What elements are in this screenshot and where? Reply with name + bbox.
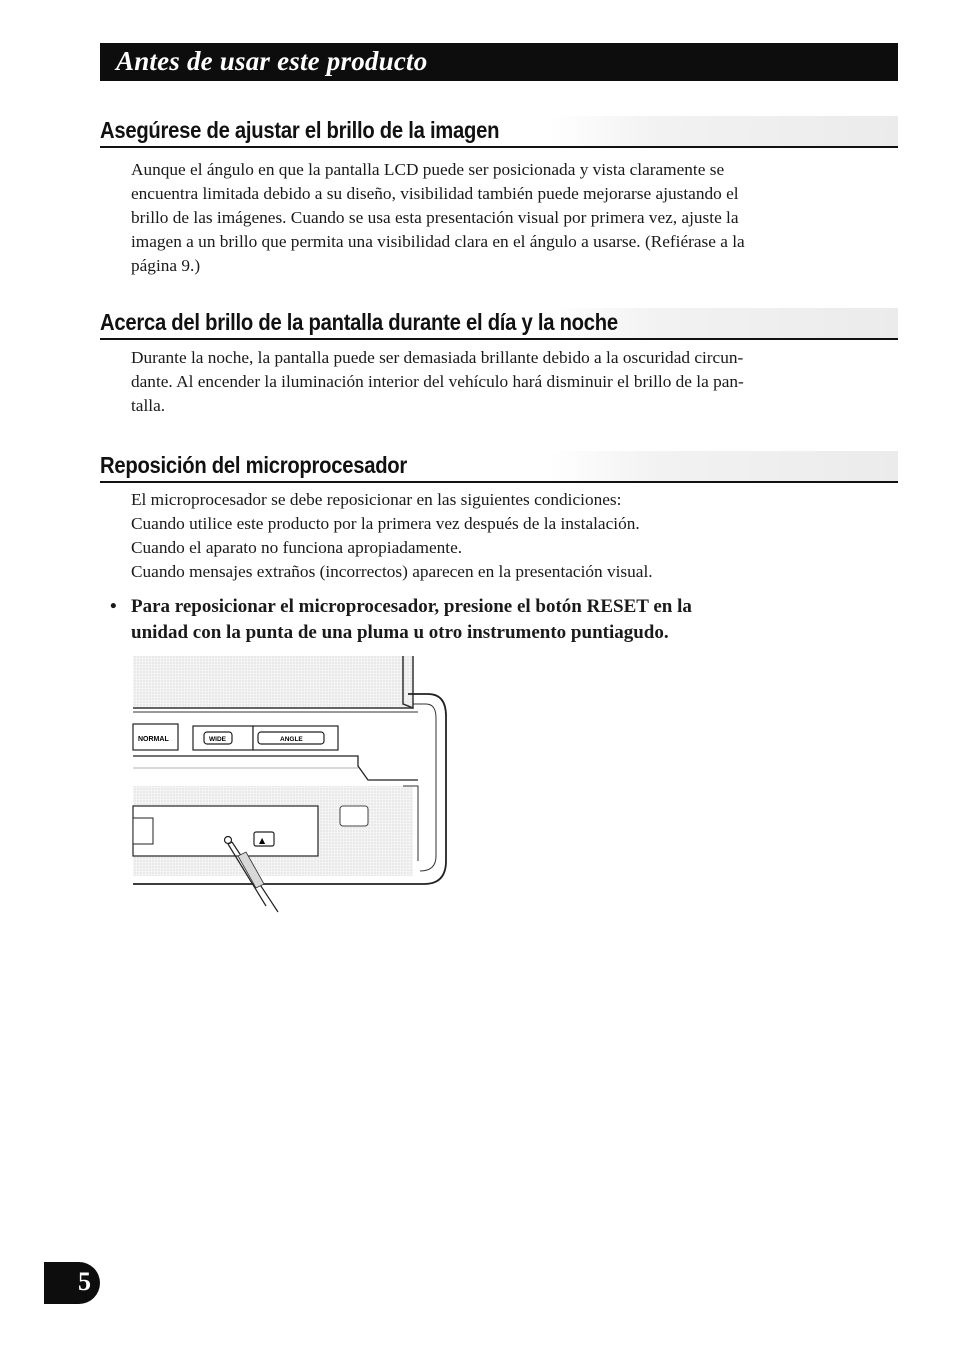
angle-label: ANGLE <box>280 736 303 743</box>
section-heading-day-night <box>100 308 898 340</box>
section-heading-text: Reposición del microprocesador <box>100 452 408 478</box>
text-line: dante. Al encender la iluminación interior del vehículo hará disminuir el brillo de la pan- <box>131 372 744 391</box>
paragraph-brightness <box>131 158 851 278</box>
bullet-marker: • <box>110 596 117 617</box>
paragraph-day-night <box>131 346 851 418</box>
text-line: unidad con la punta de una pluma u otro instrumento puntiagudo. <box>131 622 669 643</box>
page-title-bar <box>100 43 898 81</box>
reset-procedure-illustration <box>128 656 453 916</box>
page-number-tab <box>44 1262 100 1304</box>
sensor-window <box>340 806 368 826</box>
section-heading-text: Acerca del brillo de la pantalla durante el día y la noche <box>100 309 618 335</box>
text-line: Cuando utilice este producto por la primera vez después de la instalación. <box>131 514 640 533</box>
text-line: encuentra limitada debido a su diseño, visibilidad también puede mejorarse ajustando el <box>131 184 739 203</box>
section-heading-reset <box>100 451 898 483</box>
section-heading-brightness <box>100 116 898 148</box>
device-drawing <box>128 656 453 916</box>
reset-instruction <box>110 594 830 646</box>
section-heading-text: Asegúrese de ajustar el brillo de la imagen <box>100 117 500 143</box>
eject-icon: ▲ <box>259 836 266 845</box>
text-line: página 9.) <box>131 256 201 275</box>
paragraph-reset <box>131 488 851 584</box>
text-line: brillo de las imágenes. Cuando se usa esta presentación visual por primera vez, ajuste la <box>131 208 739 227</box>
normal-label: NORMAL <box>138 736 169 743</box>
text-line: talla. <box>131 396 166 415</box>
text-line: Cuando mensajes extraños (incorrectos) aparecen en la presentación visual. <box>131 562 653 581</box>
text-line: Aunque el ángulo en que la pantalla LCD puede ser posicionada y vista claramente se <box>131 160 725 179</box>
text-line: El microprocesador se debe reposicionar en las siguientes condiciones: <box>131 490 622 509</box>
text-line: Para reposicionar el microprocesador, presione el botón RESET en la <box>131 596 692 617</box>
screen-panel <box>133 656 413 708</box>
text-line: Durante la noche, la pantalla puede ser demasiada brillante debido a la oscuridad circun- <box>131 348 744 367</box>
page-title: Antes de usar este producto <box>116 46 428 76</box>
wide-label: WIDE <box>209 736 226 743</box>
text-line: imagen a un brillo que permita una visibilidad clara en el ángulo a usarse. (Refiérase a la <box>131 232 745 251</box>
page-number: 5 <box>78 1267 91 1296</box>
text-line: Cuando el aparato no funciona apropiadamente. <box>131 538 463 557</box>
